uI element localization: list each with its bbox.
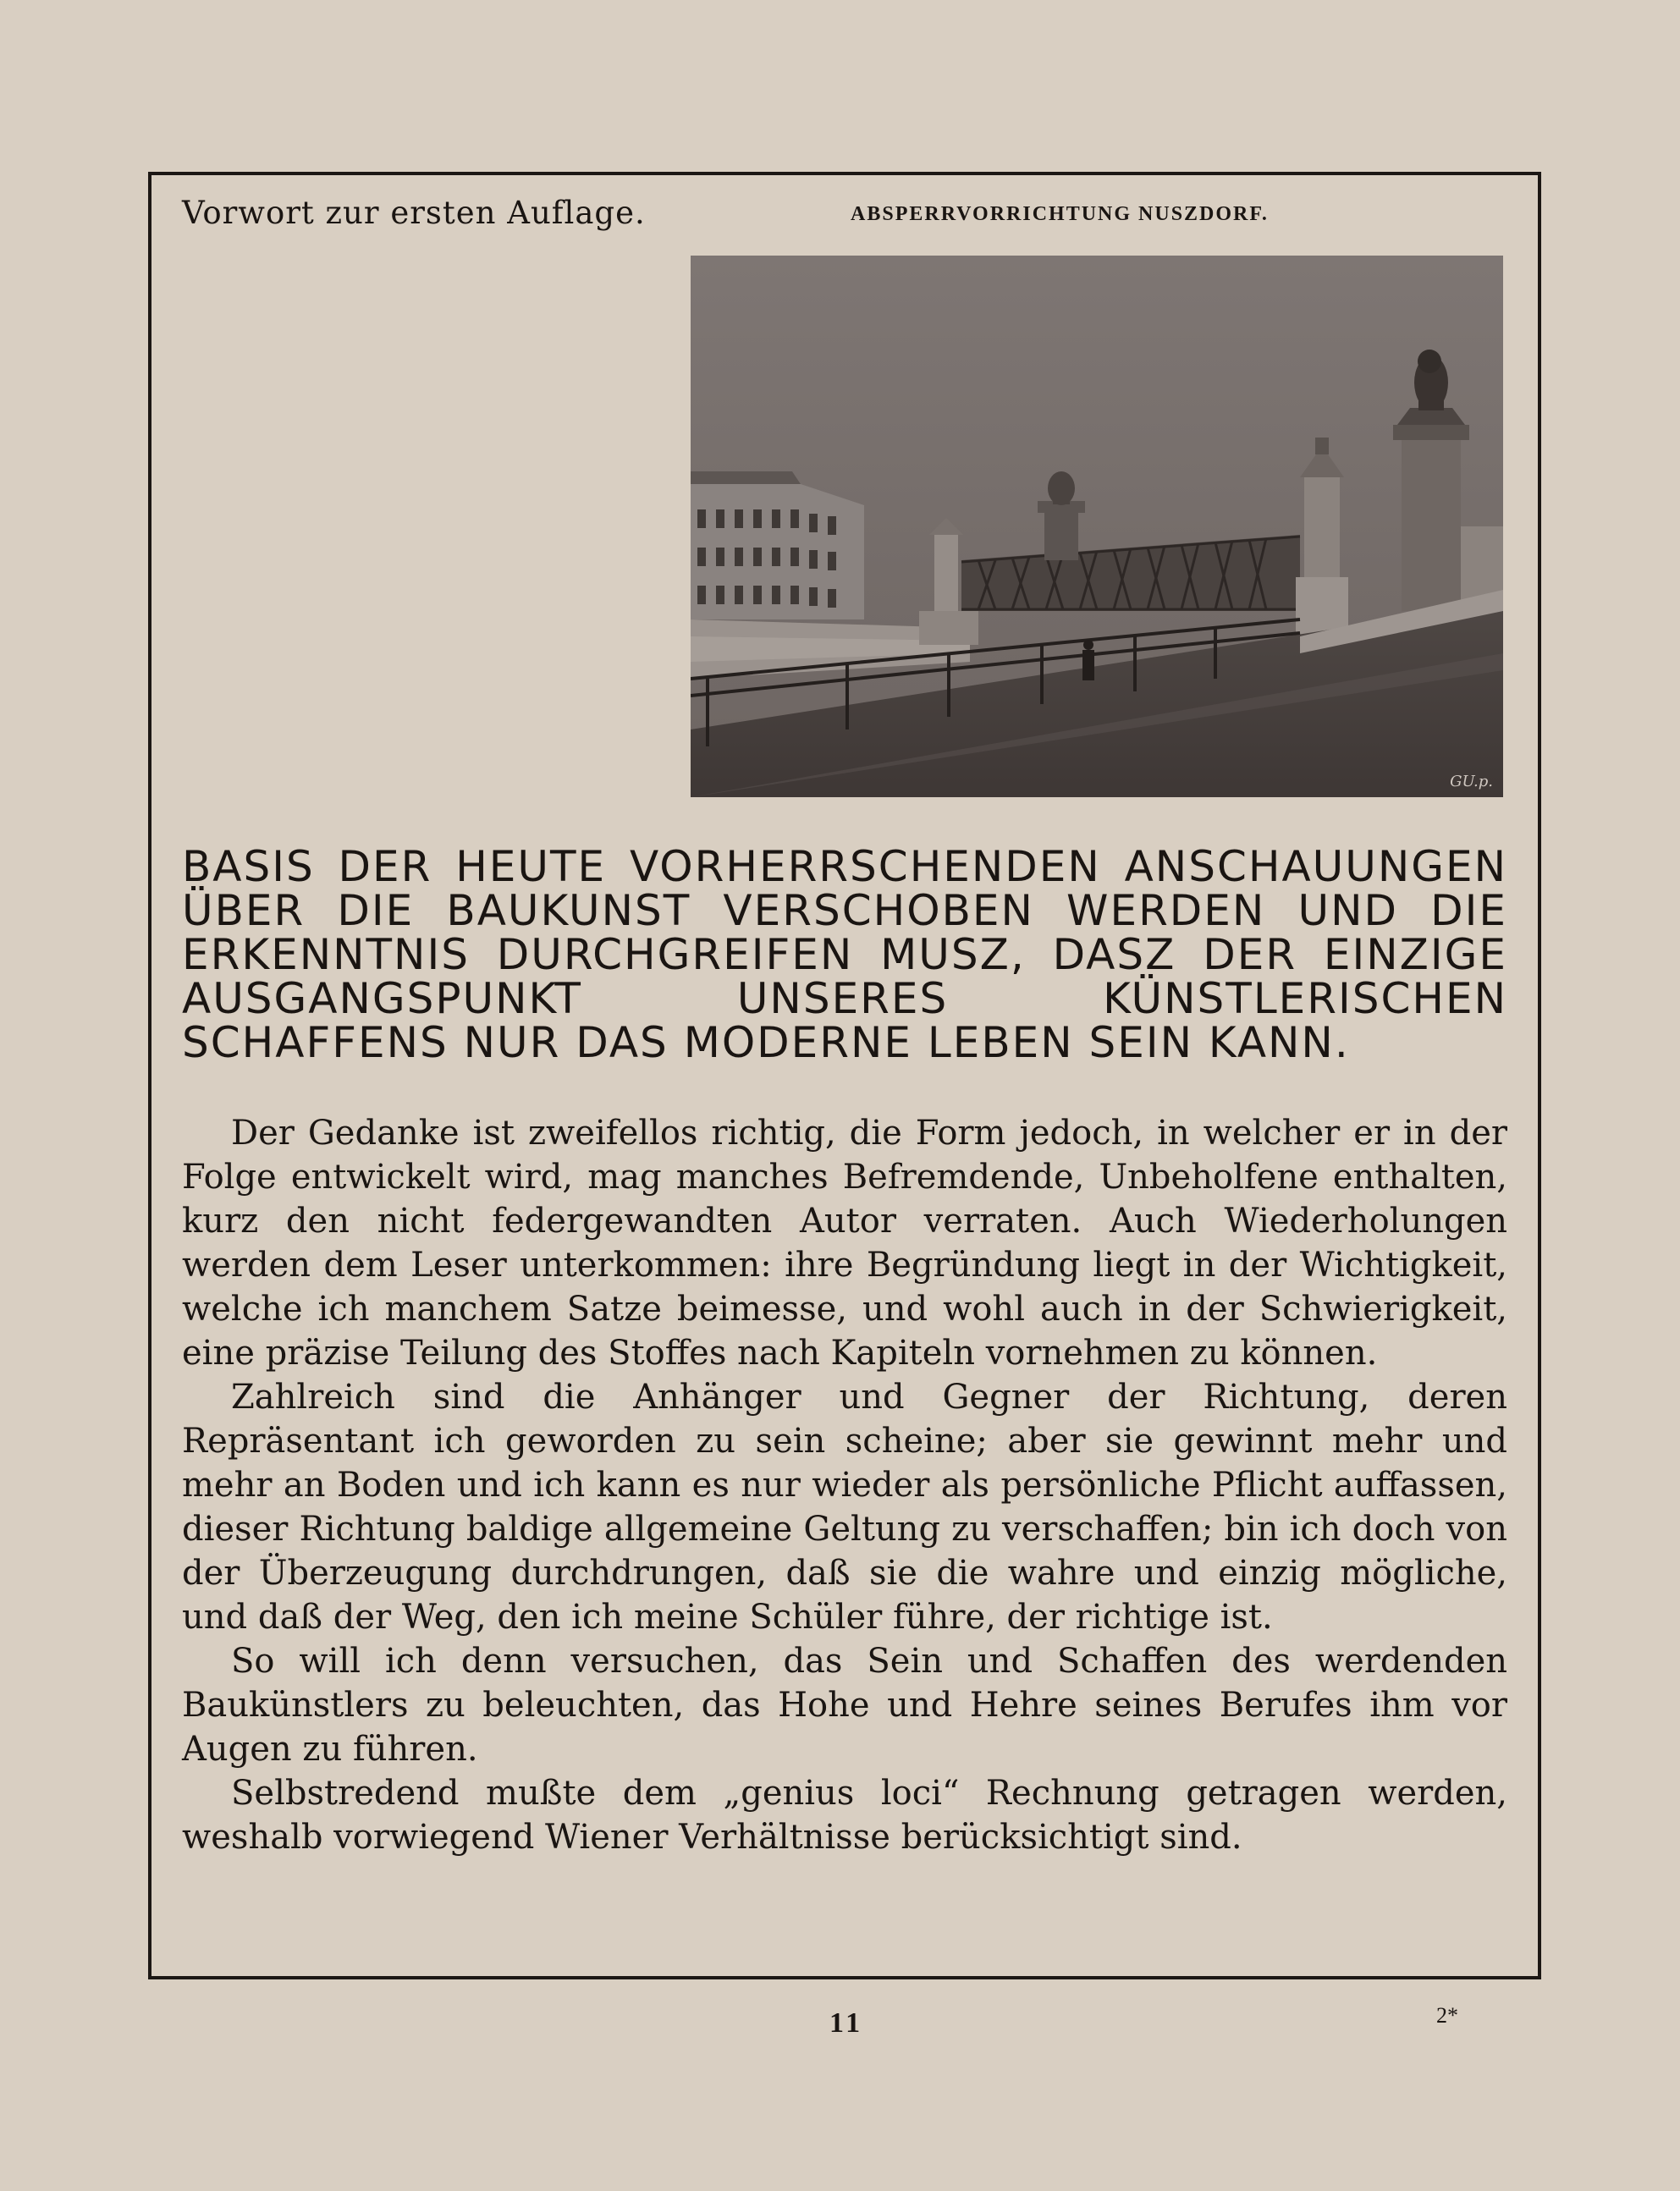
plate-caption: ABSPERRVORRICHTUNG NUSZDORF. bbox=[851, 203, 1269, 225]
paragraph-2: Zahlreich sind die Anhänger und Gegner der Richtung, deren Repräsentant ich geworden zu sein scheine; aber sie gewinnt mehr und mehr an Boden und ich kann es nur wieder als persönliche Pflicht auffassen, dieser Richtung baldige allgemeine Geltung zu verschaffen; bin ich doch von der Überzeugung durchdrungen, daß sie die wahre und einzig mögliche, und daß der Weg, den ich meine Schüler führe, der richtige ist. bbox=[182, 1378, 1507, 1637]
standing-figure bbox=[1082, 640, 1094, 680]
signature-mark: 2* bbox=[1436, 2003, 1458, 2028]
bridge-photograph bbox=[691, 256, 1503, 797]
lead-paragraph: BASIS DER HEUTE VORHERRSCHENDEN ANSCHAUUNGEN ÜBER DIE BAUKUNST VERSCHOBEN WERDEN UND DIE ERKENNTNIS DURCHGREIFEN MUSZ, DASZ DER EINZIGE AUSGANGSPUNKT UNSERES KÜNSTLERISCHEN SCHAFFENS NUR DAS MODERNE LEBEN SEIN KANN. bbox=[182, 842, 1507, 1067]
running-title: Vorwort zur ersten Auflage. bbox=[182, 195, 646, 231]
bridge-photo-illustration bbox=[691, 256, 1503, 797]
paragraph-4: Selbstredend mußte dem „genius loci“ Rechnung getragen werden, weshalb vorwiegend Wiener Verhältnisse berücksichtigt sind. bbox=[182, 1774, 1507, 1857]
photographer-signature: GU.p. bbox=[1450, 773, 1493, 790]
paragraph-1: Der Gedanke ist zweifellos richtig, die Form jedoch, in welcher er in der Folge entwickelt wird, mag manches Befremdende, Unbeholfene enthalten, kurz den nicht federgewandten Autor verraten. Auch Wiederholungen werden dem Leser unterkommen: ihre Begründung liegt in der Wichtigkeit, welche ich manchem Satze beimesse, und wohl auch in der Schwierigkeit, eine präzise Teilung des Stoffes nach Kapiteln vornehmen zu können. bbox=[182, 1114, 1507, 1373]
body-text bbox=[182, 1111, 1507, 1859]
paragraph-3: So will ich denn versuchen, das Sein und Schaffen des werdenden Baukünstlers zu beleuchten, das Hohe und Hehre seines Berufes ihm vor Augen zu führen. bbox=[182, 1642, 1507, 1769]
page-number: 11 bbox=[829, 2007, 864, 2039]
